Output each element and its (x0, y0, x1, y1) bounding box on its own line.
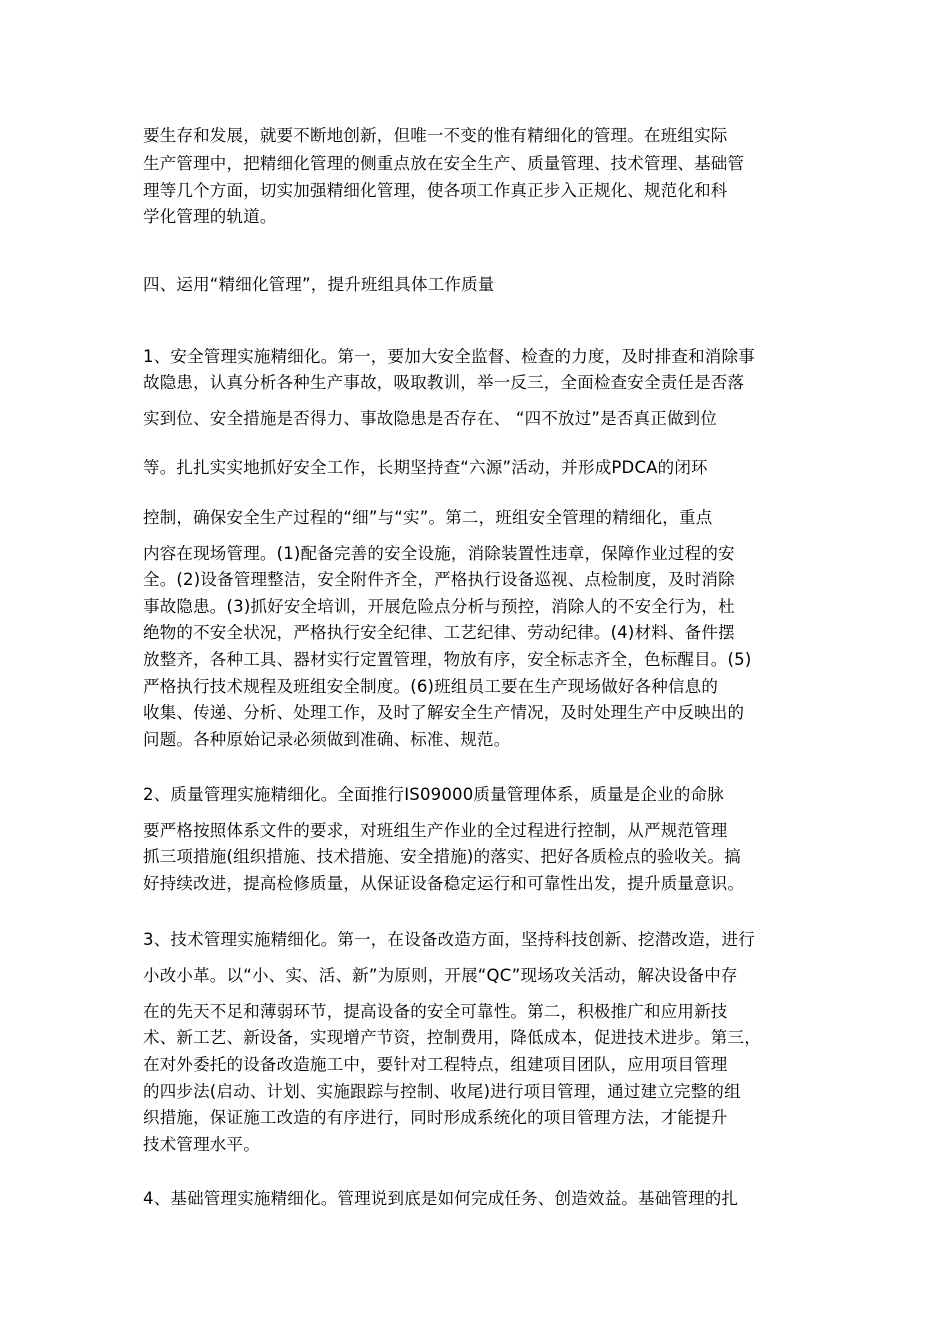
item1-line: 控制，确保安全生产过程的“细”与“实”。第二，班组安全管理的精细化，重点 (143, 508, 713, 527)
intro-line: 学化管理的轨道。 (143, 207, 277, 226)
item2-line: 好持续改进，提高检修质量，从保证设备稳定运行和可靠性出发，提升质量意识。 (143, 874, 745, 893)
item3-line: 在的先天不足和薄弱环节，提高设备的安全可靠性。第二，积极推广和应用新技 (143, 1002, 728, 1021)
item2-line: 要严格按照体系文件的要求，对班组生产作业的全过程进行控制，从严规范管理 (143, 821, 728, 840)
intro-line: 理等几个方面，切实加强精细化管理，使各项工作真正步入正规化、规范化和科 (143, 181, 728, 200)
item3-line: 的四步法(启动、计划、实施跟踪与控制、收尾)进行项目管理，通过建立完整的组 (143, 1082, 741, 1101)
item4-line: 4、基础管理实施精细化。管理说到底是如何完成任务、创造效益。基础管理的扎 (143, 1189, 739, 1208)
section-heading: 四、运用“精细化管理”，提升班组具体工作质量 (143, 275, 495, 294)
item3-line: 技术管理水平。 (143, 1135, 260, 1154)
item1-line: 全。(2)设备管理整洁，安全附件齐全，严格执行设备巡视、点检制度，及时消除 (143, 570, 735, 589)
intro-line: 生产管理中，把精细化管理的侧重点放在安全生产、质量管理、技术管理、基础管 (143, 154, 745, 173)
item1-line: 内容在现场管理。(1)配备完善的安全设施，消除装置性违章，保障作业过程的安 (143, 544, 735, 563)
item1-line: 绝物的不安全状况，严格执行安全纪律、工艺纪律、劳动纪律。(4)材料、备件摆 (143, 623, 735, 642)
item1-line: 事故隐患。(3)抓好安全培训，开展危险点分析与预控，消除人的不安全行为，杜 (143, 597, 735, 616)
item3-line: 织措施，保证施工改造的有序进行，同时形成系统化的项目管理方法，才能提升 (143, 1108, 728, 1127)
item1-line: 收集、传递、分析、处理工作，及时了解安全生产情况，及时处理生产中反映出的 (143, 703, 745, 722)
item1-line: 严格执行技术规程及班组安全制度。(6)班组员工要在生产现场做好各种信息的 (143, 677, 719, 696)
item3-line: 在对外委托的设备改造施工中，要针对工程特点，组建项目团队，应用项目管理 (143, 1055, 728, 1074)
item2-line: 抓三项措施(组织措施、技术措施、安全措施)的落实、把好各质检点的验收关。搞 (143, 847, 741, 866)
item1-line: 放整齐，各种工具、器材实行定置管理，物放有序，安全标志齐全，色标醒目。(5) (143, 650, 752, 669)
item1-line: 故隐患，认真分析各种生产事故，吸取教训，举一反三，全面检查安全责任是否落 (143, 373, 745, 392)
item1-line: 问题。各种原始记录必须做到准确、标准、规范。 (143, 730, 511, 749)
intro-line: 要生存和发展，就要不断地创新，但唯一不变的惟有精细化的管理。在班组实际 (143, 126, 728, 145)
item3-line: 3、技术管理实施精细化。第一，在设备改造方面，坚持科技创新、挖潜改造，进行 (143, 930, 755, 949)
item1-line: 实到位、安全措施是否得力、事故隐患是否存在、 “四不放过”是否真正做到位 (143, 409, 718, 428)
item3-line: 术、新工艺、新设备，实现增产节资，控制费用，降低成本，促进技术进步。第三， (143, 1028, 761, 1047)
item1-line: 等。扎扎实实地抓好安全工作，长期坚持查“六源”活动，并形成PDCA的闭环 (143, 458, 708, 477)
item2-line: 2、质量管理实施精细化。全面推行IS09000质量管理体系，质量是企业的命脉 (143, 785, 724, 804)
item1-line: 1、安全管理实施精细化。第一，要加大安全监督、检查的力度，及时排查和消除事 (143, 347, 755, 366)
item3-line: 小改小革。以“小、实、活、新”为原则，开展“QC”现场攻关活动，解决设备中存 (143, 966, 738, 985)
